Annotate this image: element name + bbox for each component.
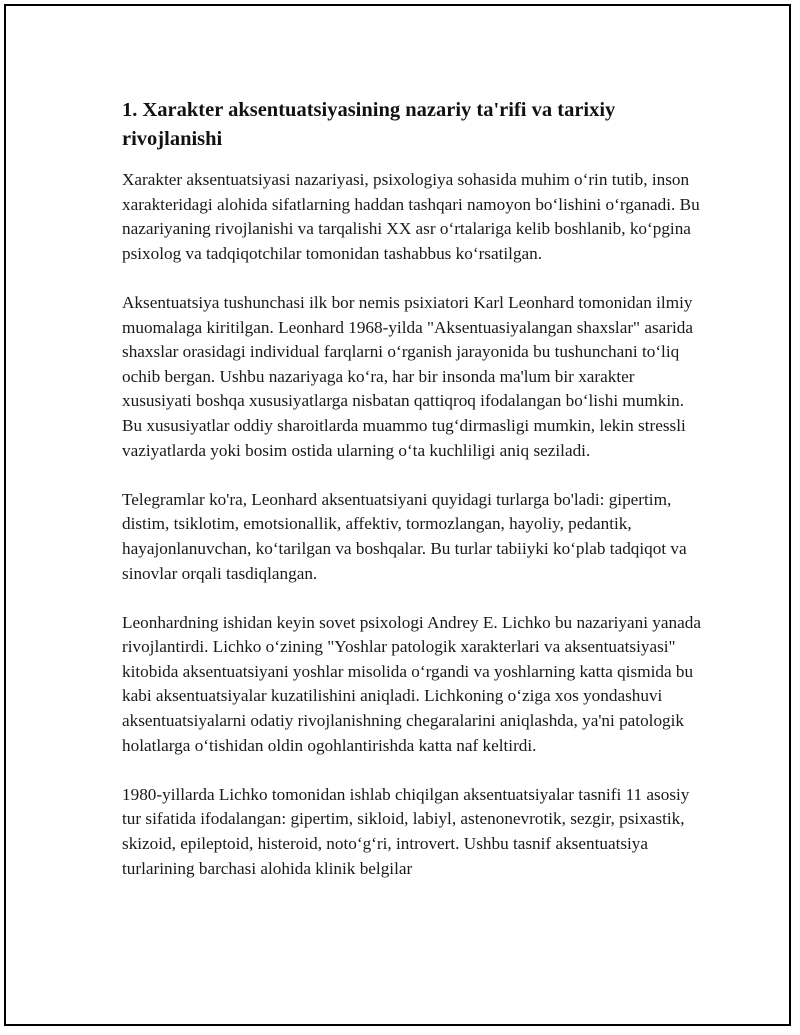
paragraph-1: Xarakter aksentuatsiyasi nazariyasi, psixologiya sohasida muhim o‘rin tutib, inson xarakteridagi alohida sifatlarning haddan tashqari namoyon bo‘lishini o‘rganadi. Bu nazariyaning rivojlanishi va tarqalishi XX asr o‘rtalariga kelib boshlanib, ko‘pgina psixolog va tadqiqotchilar tomonidan tashabbus ko‘rsatilgan.: [122, 170, 700, 263]
paragraph-2: Aksentuatsiya tushunchasi ilk bor nemis psixiatori Karl Leonhard tomonidan ilmiy muomalaga kiritilgan. Leonhard 1968-yilda "Aksentuasiyalangan shaxslar" asarida shaxslar orasidagi individual farqlarni o‘rganish jarayonida bu tushunchani to‘liq ochib bergan. Ushbu nazariyaga ko‘ra, har bir insonda ma'lum bir xarakter xususiyati boshqa xususiyatlarga nisbatan qattiqroq ifodalangan bo‘lishi mumkin. Bu xususiyatlar oddiy sharoitlarda muammo tug‘dirmasligi mumkin, lekin stressli vaziyatlarda yoki bosim ostida ularning o‘ta kuchliligi aniq seziladi.: [122, 292, 694, 460]
section-title: 1. Xarakter aksentuatsiyasining nazariy ta'rifi va tarixiy rivojlanishi: [122, 99, 616, 150]
paragraph-5: 1980-yillarda Lichko tomonidan ishlab chiqilgan aksentuatsiyalar tasnifi 11 asosiy tur sifatida ifodalangan: gipertim, sikloid, labiyl, astenonevrotik, sezgir, psixastik, skizoid, epileptoid, histeroid, noto‘g‘ri, introvert. Ushbu tasnif aksentuatsiya turlarining barchasi alohida klinik belgilar: [122, 784, 690, 878]
paragraph-3: Telegramlar ko'ra, Leonhard aksentuatsiyani quyidagi turlarga bo'ladi: gipertim, distim, tsiklotim, emotsionallik, affektiv, tormozlangan, hayoliy, pedantik, hayajonlanuvchan, ko‘tarilgan va boshqalar. Bu turlar tabiiyki ko‘plab tadqiqot va sinovlar orqali tasdiqlangan.: [122, 489, 687, 583]
paragraph-4: Leonhardning ishidan keyin sovet psixologi Andrey E. Lichko bu nazariyani yanada rivojlantirdi. Lichko o‘zining "Yoshlar patologik xarakterlari va aksentuatsiyasi" kitobida aksentuatsiyani yoshlar misolida o‘rgandi va yoshlarning katta qismida bu kabi aksentuatsiyalar kuzatilishini aniqladi. Lichkoning o‘ziga xos yondashuvi aksentuatsiyalarni odatiy rivojlanishning chegaralarini aniqlashda, ya'ni patologik holatlarga o‘tishidan oldin ogohlantirishda katta naf keltirdi.: [122, 612, 701, 755]
document-page: [4, 4, 791, 1026]
document-body: [122, 96, 702, 906]
